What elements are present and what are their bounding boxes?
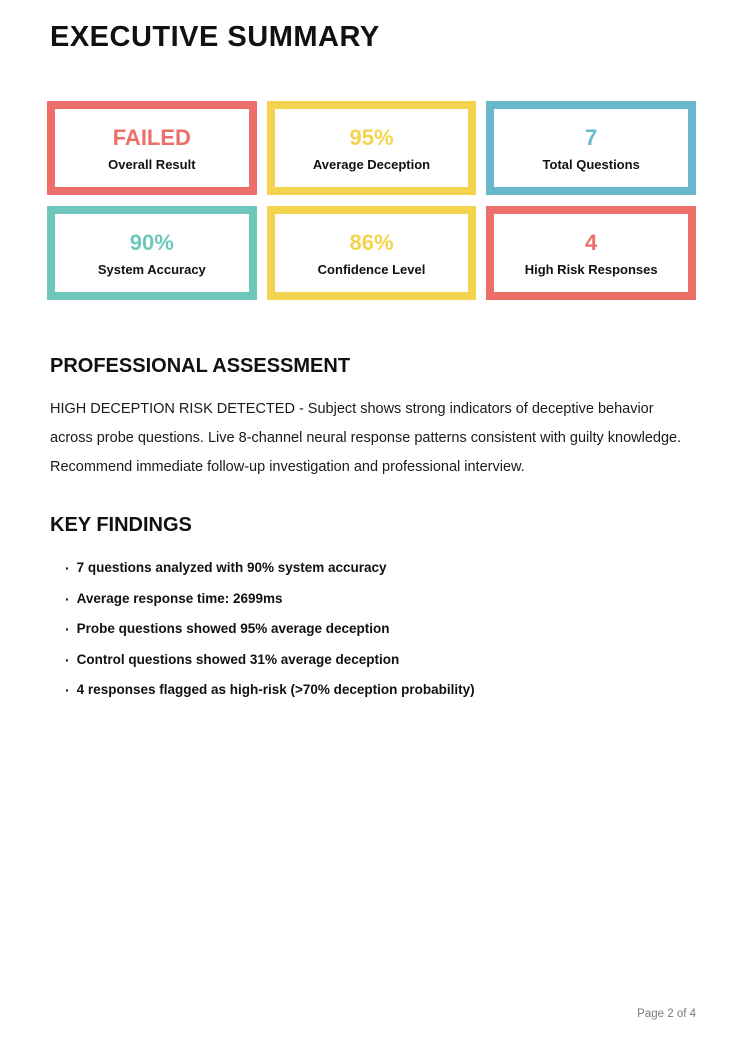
finding-text: 4 responses flagged as high-risk (>70% deception probability): [76, 682, 475, 698]
findings-heading: KEY FINDINGS: [50, 514, 192, 536]
bullet-dot-icon: ·: [65, 682, 70, 698]
findings-section: [47, 514, 696, 697]
assessment-heading: PROFESSIONAL ASSESSMENT: [50, 355, 351, 377]
findings-list: [65, 561, 696, 697]
metric-value: FAILED: [112, 125, 191, 150]
finding-item: [65, 561, 696, 575]
metric-value: 86%: [349, 230, 394, 255]
finding-text: 7 questions analyzed with 90% system accuracy: [76, 560, 387, 576]
finding-item: [65, 592, 696, 606]
metric-card: [486, 101, 696, 195]
metric-label: High Risk Responses: [524, 262, 658, 277]
finding-text: Probe questions showed 95% average deception: [76, 621, 390, 637]
metric-cards: [47, 101, 696, 300]
bullet-dot-icon: ·: [65, 651, 70, 668]
metric-label: Overall Result: [108, 157, 196, 172]
metric-label: Confidence Level: [317, 262, 426, 277]
assessment-body-text: HIGH DECEPTION RISK DETECTED - Subject shows strong indicators of deceptive behavior across probe questions. Live 8-channel neural response patterns consistent with guilty knowledge. Recommend immediate follow-up investigation and professional interview.: [50, 401, 682, 475]
metric-card: [47, 206, 257, 300]
metric-card: [267, 206, 477, 300]
finding-text: Control questions showed 31% average deception: [76, 651, 400, 667]
metric-value: 4: [585, 230, 598, 255]
finding-text: Average response time: 2699ms: [76, 590, 283, 606]
bullet-dot-icon: ·: [65, 590, 70, 607]
page-number: Page 2 of 4: [637, 1008, 696, 1020]
metric-label: Average Deception: [312, 157, 431, 172]
metric-value: 7: [585, 125, 598, 150]
metric-label: System Accuracy: [97, 262, 206, 277]
metric-card: [47, 101, 257, 195]
page-title: EXECUTIVE SUMMARY: [50, 21, 380, 53]
metric-value: 95%: [349, 125, 394, 150]
bullet-dot-icon: ·: [65, 560, 70, 576]
assessment-section: [47, 355, 696, 482]
bullet-dot-icon: ·: [65, 621, 70, 637]
finding-item: [65, 622, 696, 636]
finding-item: [65, 653, 696, 667]
metric-card: [267, 101, 477, 195]
metric-card: [486, 206, 696, 300]
metric-value: 90%: [129, 230, 174, 255]
finding-item: [65, 683, 696, 697]
metric-label: Total Questions: [542, 157, 640, 172]
